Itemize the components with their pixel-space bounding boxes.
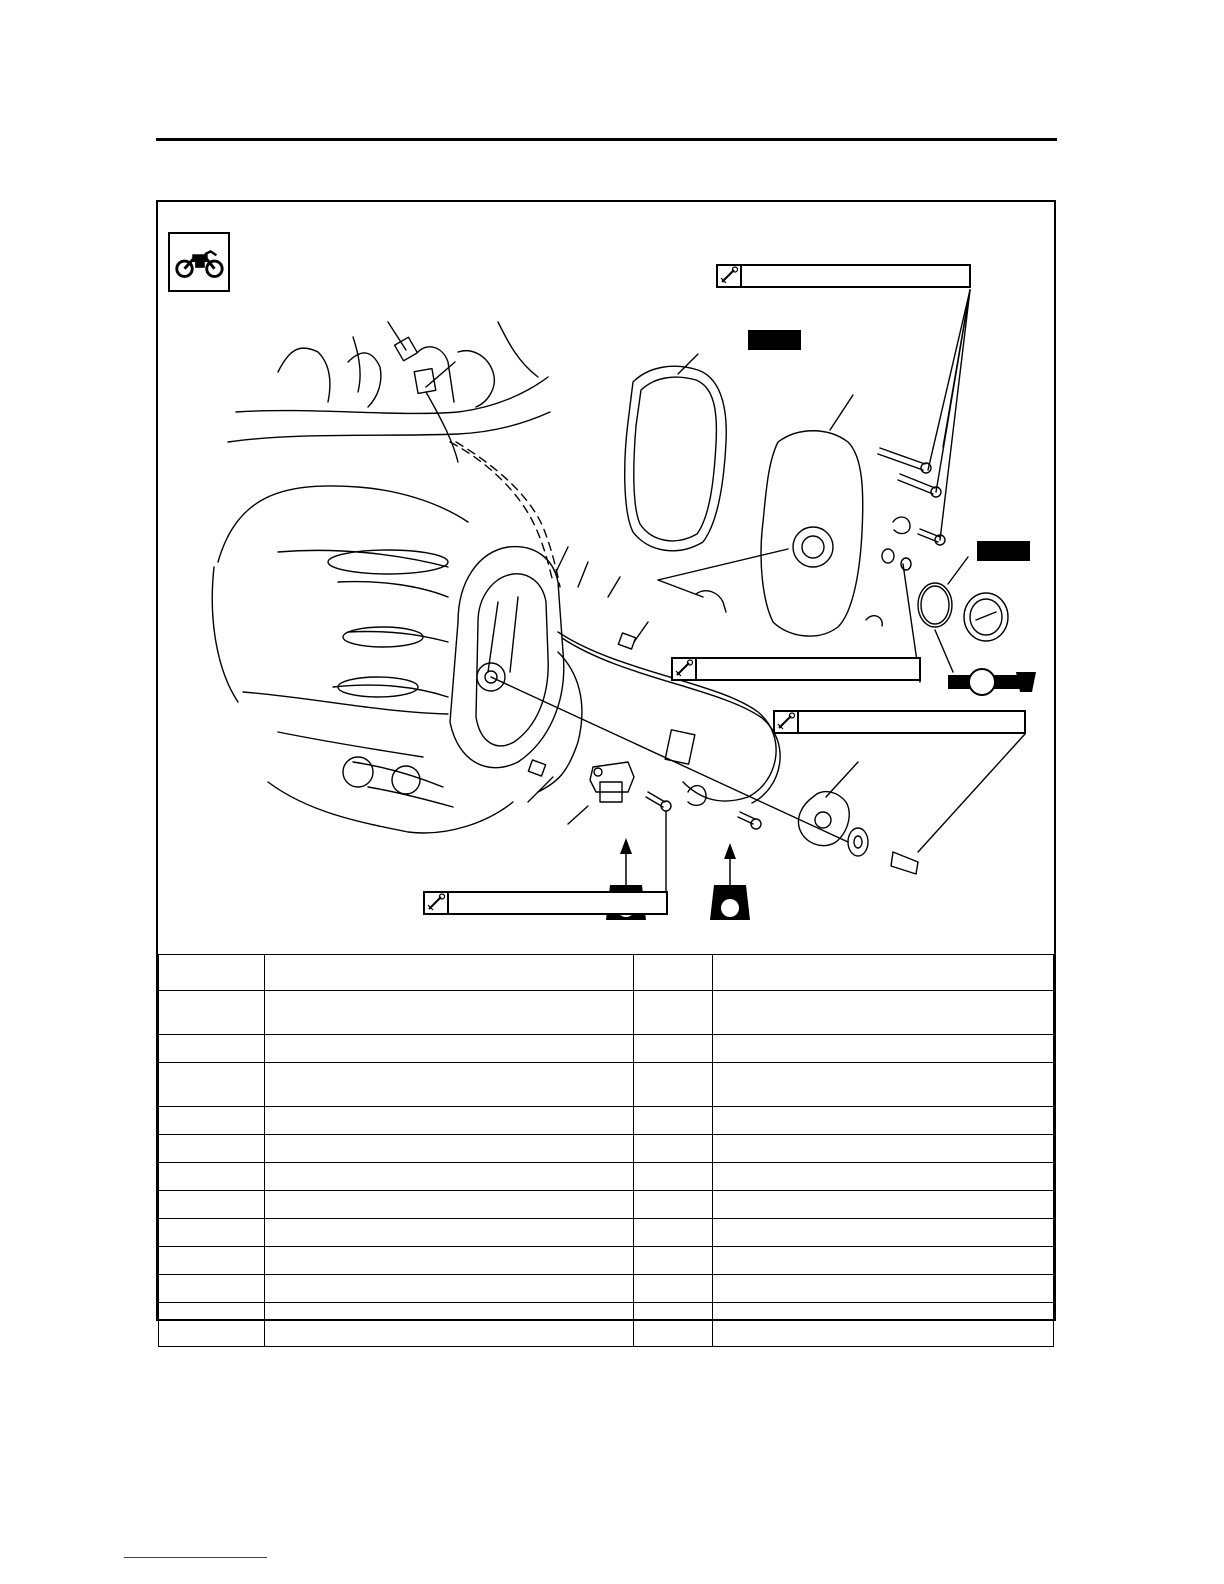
- job-cell: [265, 1219, 634, 1247]
- header-rule: [156, 138, 1057, 141]
- new-part-badge: [748, 330, 801, 350]
- column-header-order: [159, 955, 265, 991]
- cover-gasket: [634, 377, 717, 541]
- order-cell: [159, 1163, 265, 1191]
- table-header-row: [159, 955, 1054, 991]
- column-header-qty: [634, 955, 713, 991]
- job-cell: [265, 1035, 634, 1063]
- remarks-cell: [713, 1163, 1054, 1191]
- dowel-pin: [528, 760, 545, 776]
- remarks-cell: [713, 1107, 1054, 1135]
- torque-wrench-icon: [775, 712, 799, 732]
- order-cell: [159, 991, 265, 1035]
- qty-cell: [634, 1275, 713, 1303]
- table-row: [159, 991, 1054, 1035]
- sprocket-cover: [793, 527, 833, 567]
- qty-cell: [634, 1191, 713, 1219]
- rotor-washer: [848, 828, 868, 856]
- table-row: [159, 1219, 1054, 1247]
- leader-line: [830, 395, 853, 430]
- parts-table: [158, 954, 1054, 1347]
- torque-spec-box: [716, 264, 971, 288]
- exhaust-pipe: [343, 757, 373, 787]
- exhaust-pipe: [353, 762, 443, 787]
- remarks-cell: [713, 1035, 1054, 1063]
- job-cell: [265, 1303, 634, 1347]
- leader-line: [935, 630, 953, 672]
- oil-plug-o-ring: [918, 583, 952, 627]
- frame-line: [353, 337, 360, 392]
- job-cell: [265, 1135, 634, 1163]
- leader-line: [943, 290, 970, 447]
- leader-line: [578, 562, 588, 587]
- qty-cell: [634, 1247, 713, 1275]
- qty-cell: [634, 1035, 713, 1063]
- qty-cell: [634, 1107, 713, 1135]
- remarks-cell: [713, 1219, 1054, 1247]
- job-cell: [265, 1163, 634, 1191]
- job-cell: [265, 1063, 634, 1107]
- table-row: [159, 1035, 1054, 1063]
- cover-bolt: [878, 448, 925, 470]
- drive-chain: [488, 602, 498, 672]
- leader-line: [658, 580, 703, 597]
- wire-clamp: [688, 786, 706, 806]
- sprocket-cover: [802, 536, 824, 558]
- grease-icon: [948, 669, 1036, 695]
- order-cell: [159, 1303, 265, 1347]
- speed-sensor: [590, 762, 634, 792]
- qty-cell: [634, 1063, 713, 1107]
- order-cell: [159, 1219, 265, 1247]
- leader-line: [928, 290, 970, 470]
- table-row: [159, 1303, 1054, 1347]
- order-cell: [159, 1035, 265, 1063]
- qty-cell: [634, 991, 713, 1035]
- frame-line: [236, 377, 548, 413]
- remarks-cell: [713, 1135, 1054, 1163]
- engine-fin: [278, 550, 448, 567]
- engine-fin: [333, 685, 448, 697]
- qty-cell: [634, 1135, 713, 1163]
- qty-cell: [634, 1219, 713, 1247]
- torque-spec-box: [773, 710, 1026, 734]
- exhaust-pipe: [278, 732, 423, 757]
- footer-link[interactable]: [124, 1557, 267, 1558]
- harness-wire: [426, 392, 458, 462]
- dowel-pin: [618, 633, 635, 649]
- assembly-axis: [491, 677, 848, 842]
- qty-cell: [634, 1163, 713, 1191]
- cable-clamp: [696, 591, 726, 612]
- frame-line: [498, 322, 538, 377]
- table-row: [159, 1063, 1054, 1107]
- table-row: [159, 1107, 1054, 1135]
- sprocket-cover: [761, 431, 863, 636]
- leader-line: [678, 354, 698, 374]
- job-cell: [265, 991, 634, 1035]
- table-row: [159, 1275, 1054, 1303]
- exhaust-pipe: [392, 766, 420, 794]
- order-cell: [159, 1063, 265, 1107]
- engine-fin: [348, 631, 448, 642]
- sensor-rotor: [815, 812, 831, 828]
- torque-wrench-icon: [673, 659, 697, 679]
- engine-outline: [212, 567, 238, 702]
- engine-outline: [538, 652, 582, 792]
- leader-line: [568, 806, 588, 824]
- inspection-plug: [970, 599, 1002, 635]
- cover-bolt: [898, 474, 935, 494]
- engine-outline: [268, 782, 513, 833]
- remarks-cell: [713, 1303, 1054, 1347]
- routing-dashed: [456, 442, 560, 587]
- engine-fin: [338, 582, 448, 597]
- column-header-remarks: [713, 955, 1054, 991]
- frame-line: [348, 353, 381, 407]
- leader-line: [948, 557, 968, 584]
- oil-plug-o-ring: [921, 586, 949, 624]
- torque-spec-box: [671, 657, 921, 681]
- job-cell: [265, 1107, 634, 1135]
- torque-spec-box: [423, 891, 668, 915]
- frame-line: [418, 347, 454, 402]
- engine-fin: [243, 692, 448, 714]
- clamp-bolt: [738, 812, 755, 824]
- remarks-cell: [713, 1247, 1054, 1275]
- rotor-bolt: [891, 852, 918, 874]
- exploded-diagram: [158, 202, 1054, 954]
- remarks-cell: [713, 1063, 1054, 1107]
- sensor-bolt: [646, 792, 665, 807]
- order-cell: [159, 1107, 265, 1135]
- order-cell: [159, 1275, 265, 1303]
- rotor-washer: [854, 836, 862, 848]
- inspection-plug: [976, 612, 996, 620]
- leader-line: [826, 762, 858, 797]
- qty-cell: [634, 1303, 713, 1347]
- frame-line: [458, 351, 494, 407]
- engine-fin: [343, 627, 423, 647]
- routing-dashed: [450, 442, 553, 582]
- leader-line: [528, 777, 553, 802]
- housing-inner: [476, 574, 548, 746]
- torque-wrench-icon: [425, 893, 449, 913]
- job-cell: [265, 1247, 634, 1275]
- order-cell: [159, 1191, 265, 1219]
- harness-wire: [388, 322, 406, 350]
- leader-line: [940, 290, 970, 540]
- locking-agent-icon: [710, 843, 750, 920]
- sensor-rotor: [798, 792, 849, 846]
- speed-sensor: [594, 768, 602, 776]
- frame-line: [278, 348, 330, 402]
- exhaust-pipe: [368, 787, 453, 807]
- leader-line: [658, 549, 788, 580]
- order-cell: [159, 1135, 265, 1163]
- remarks-cell: [713, 1191, 1054, 1219]
- torque-wrench-icon: [718, 266, 742, 286]
- housing-outline: [450, 547, 564, 768]
- remarks-cell: [713, 991, 1054, 1035]
- cable-clamp: [866, 616, 882, 626]
- frame-line: [228, 412, 550, 442]
- column-header-job-name: [265, 955, 634, 991]
- remarks-cell: [713, 1275, 1054, 1303]
- job-cell: [265, 1275, 634, 1303]
- table-row: [159, 1247, 1054, 1275]
- job-cell: [265, 1191, 634, 1219]
- order-cell: [159, 1247, 265, 1275]
- table-row: [159, 1163, 1054, 1191]
- table-row: [159, 1135, 1054, 1163]
- drive-chain: [510, 597, 518, 672]
- leader-line: [634, 622, 648, 642]
- new-part-badge: [977, 541, 1030, 561]
- cover-clip: [893, 517, 910, 533]
- table-row: [159, 1191, 1054, 1219]
- leader-line: [556, 547, 568, 572]
- leader-line: [918, 734, 1025, 852]
- cover-washer: [882, 549, 894, 563]
- leader-line: [608, 577, 620, 597]
